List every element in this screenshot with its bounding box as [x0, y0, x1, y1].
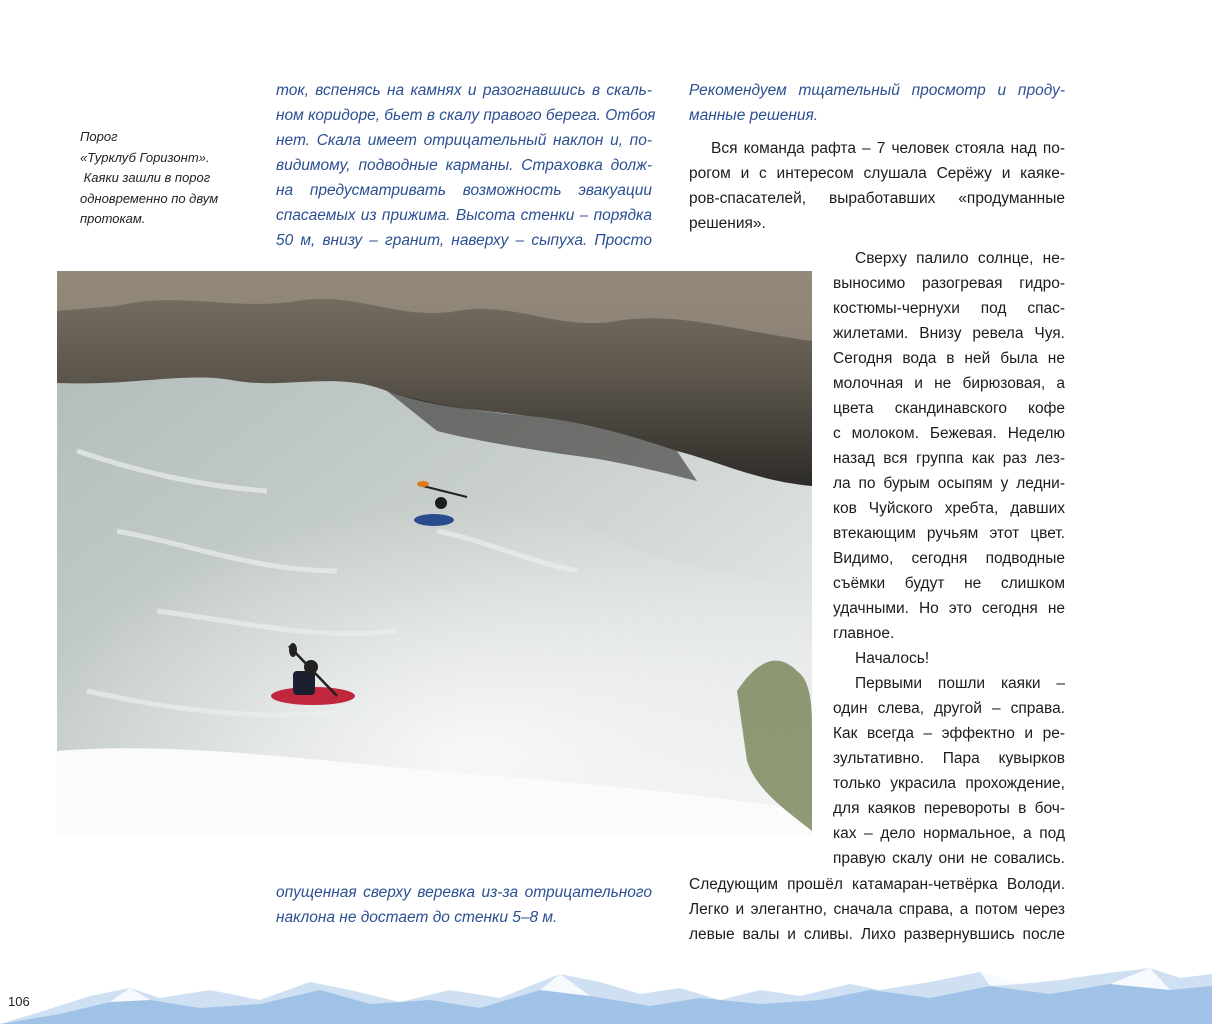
text-line: один слева, другой – справа. — [833, 700, 1065, 717]
text-line: выносимо разогревая гидро- — [833, 275, 1065, 292]
text-line: назад вся группа как раз лез- — [833, 450, 1065, 467]
text-line: для каяков перевороты в боч- — [833, 800, 1065, 817]
text-line: Видимо, сегодня подводные — [833, 550, 1065, 567]
body-paragraph-team — [689, 136, 1065, 236]
body-paragraph-catamaran — [689, 872, 1065, 947]
text-line: цвета скандинавского кофе — [833, 400, 1065, 417]
body-paragraph-narrow — [833, 246, 1065, 871]
text-line: Следующим прошёл катамаран-четвёрка Володи. — [689, 876, 1065, 893]
text-line: левые валы и сливы. Лихо развернувшись после — [689, 926, 1065, 943]
text-line: зультативно. Пара кувырков — [833, 750, 1065, 767]
text-line: рогом и с интересом слушала Серёжу и каяке- — [689, 165, 1065, 182]
page-number: 106 — [8, 994, 30, 1009]
text-line: ном коридоре, бьет в скалу правого берега. Отбоя — [276, 107, 656, 124]
caption-line: Порог — [80, 129, 118, 144]
text-line: съёмки будут не слишком — [833, 575, 1065, 592]
text-line: ках – дело нормальное, а под — [833, 825, 1065, 842]
text-line: удачными. Но это сегодня не — [833, 600, 1065, 617]
text-line: Рекомендуем тщательный просмотр и проду- — [689, 82, 1065, 99]
text-line: нет. Скала имеет отрицательный наклон и, по- — [276, 132, 652, 149]
text-line: Как всегда – эффектно и ре- — [833, 725, 1065, 742]
photo-caption — [80, 127, 250, 230]
river-kayak-photo — [57, 271, 812, 836]
text-line: костюмы-чернухи под спас- — [833, 300, 1065, 317]
text-line: Началось! — [855, 650, 930, 667]
text-line: ла по бурым осыпям у ледни- — [833, 475, 1065, 492]
text-line: Вся команда рафта – 7 человек стояла над по- — [711, 140, 1065, 157]
text-line: Сегодня вода в ней была не — [833, 350, 1065, 367]
caption-line: одновременно по двум — [80, 190, 219, 206]
text-line: главное. — [833, 625, 895, 642]
text-line: на предусматривать возможность эвакуации — [276, 182, 652, 199]
text-line: втекающим ручьям этот цвет. — [833, 525, 1065, 542]
text-line: Первыми пошли каяки – — [855, 675, 1065, 692]
text-line: спасаемых из прижима. Высота стенки – порядка — [276, 207, 652, 224]
text-line: решения». — [689, 215, 766, 232]
text-line: правую скалу они не совались. — [833, 850, 1065, 867]
blue-text-recommendation — [689, 78, 1065, 128]
text-line: ров-спасателей, выработавших «продуманные — [689, 190, 1065, 207]
text-line: Легко и элегантно, сначала справа, а потом через — [689, 901, 1065, 918]
caption-line: «Турклуб Горизонт». — [80, 149, 210, 165]
text-line: с молоком. Бежевая. Неделю — [833, 425, 1065, 442]
caption-line: Каяки зашли в порог — [80, 170, 211, 185]
text-line: Сверху палило солнце, не- — [855, 250, 1065, 267]
text-line: видимому, подводные карманы. Страховка долж- — [276, 157, 652, 174]
text-line: только украсила прохождение, — [833, 775, 1065, 792]
caption-line: протокам. — [80, 211, 146, 226]
blue-text-top — [276, 78, 656, 253]
text-line: ков Чуйского хребта, давших — [833, 500, 1065, 517]
mountain-decoration — [0, 960, 1212, 1024]
text-line: 50 м, внизу – гранит, наверху – сыпуха. Просто — [276, 232, 652, 249]
text-line: ток, вспенясь на камнях и разогнавшись в скаль- — [276, 82, 652, 99]
text-line: манные решения. — [689, 107, 819, 124]
text-line: опущенная сверху веревка из-за отрицательного — [276, 884, 652, 901]
text-line: жилетами. Внизу ревела Чуя. — [833, 325, 1065, 342]
text-line: молочная и не бирюзовая, а — [833, 375, 1065, 392]
text-line: наклона не достает до стенки 5–8 м. — [276, 909, 558, 926]
blue-text-bottom — [276, 880, 652, 930]
